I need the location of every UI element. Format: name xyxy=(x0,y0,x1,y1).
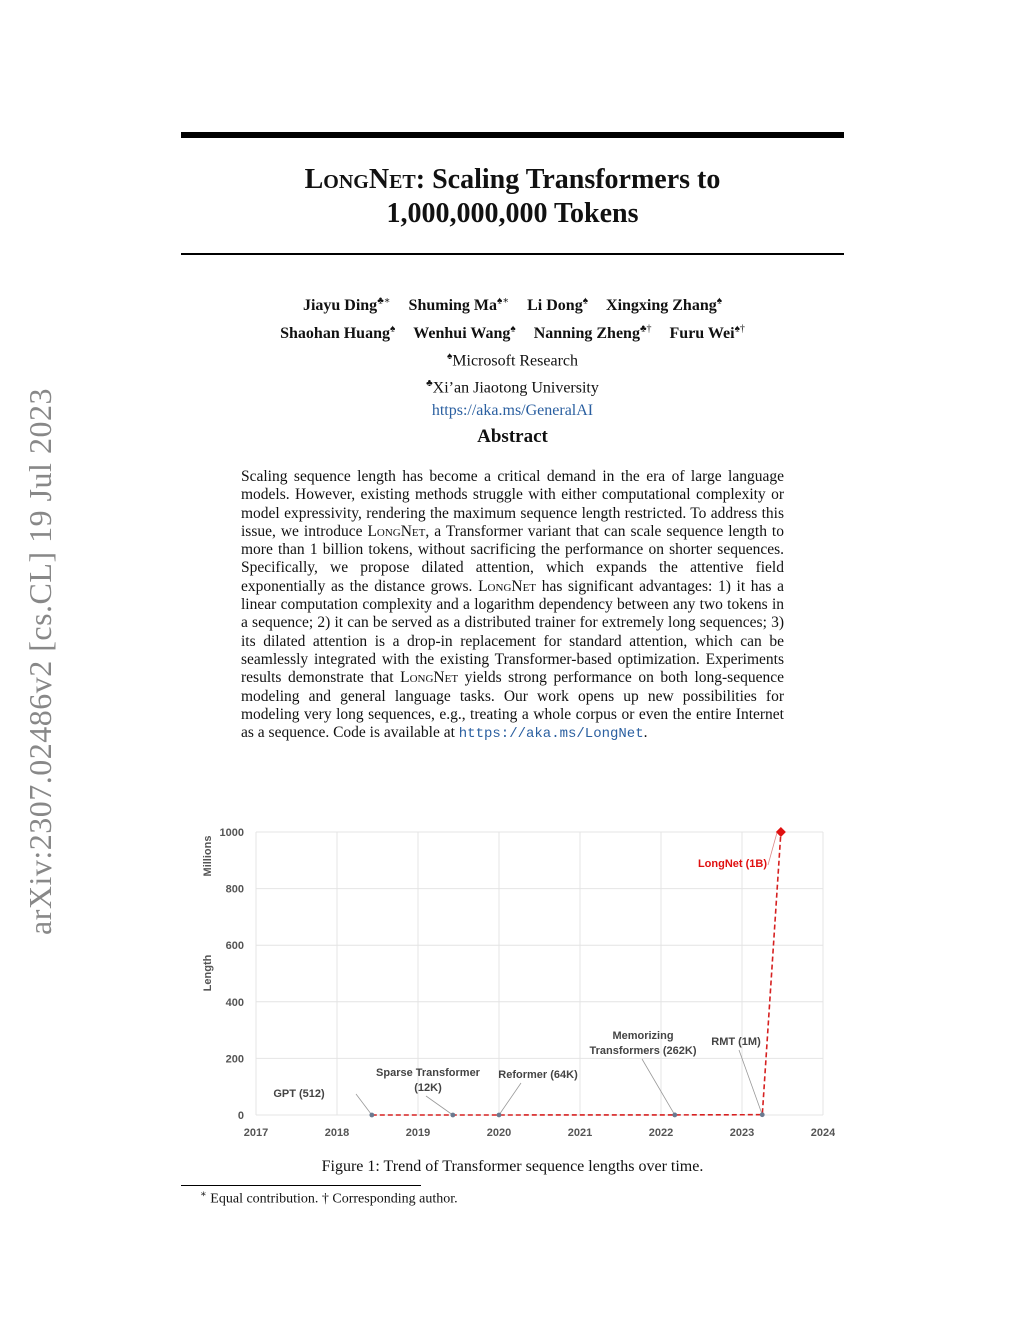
x-tick-label: 2023 xyxy=(729,1127,755,1139)
y-tick-label: 400 xyxy=(225,996,244,1009)
x-tick-label: 2017 xyxy=(243,1127,269,1139)
data-point xyxy=(776,827,786,837)
authors-row-2 xyxy=(181,317,844,344)
author: Wenhui Wang♠ xyxy=(413,323,516,342)
author-block xyxy=(181,290,844,422)
author: Shuming Ma♠∗ xyxy=(408,296,510,315)
point-label: LongNet (1B) xyxy=(697,858,767,870)
x-tick-label: 2021 xyxy=(567,1127,593,1139)
data-point xyxy=(672,1113,677,1118)
y-axis-unit-label: Millions xyxy=(202,835,214,877)
x-tick-label: 2019 xyxy=(405,1127,431,1139)
point-label: Sparse Transformer (12K) xyxy=(376,1067,480,1094)
annotation-leader xyxy=(426,1096,453,1115)
paper-title xyxy=(181,163,844,231)
code-link[interactable]: https://aka.ms/LongNet xyxy=(458,726,644,743)
point-label: Memorizing Transformers (262K) xyxy=(589,1030,697,1057)
abstract-heading: Abstract xyxy=(477,426,548,447)
annotation-leader xyxy=(642,1059,675,1115)
x-tick-label: 2018 xyxy=(324,1127,350,1139)
annotation-leader xyxy=(499,1083,521,1115)
annotation-leader xyxy=(356,1094,372,1115)
title-longnet: LongNet xyxy=(304,164,416,195)
author: Shaohan Huang♠ xyxy=(280,323,396,342)
abstract-body: Scaling sequence length has become a critical demand in the era of large language models. However, existing methods struggle with either computational complexity or model expressivity, rendering the maximum sequence length restricted. To address this issue, we introduce LongNet, a Transformer variant that can scale sequence length to more than 1 billion tokens, without sacrificing the performance on shorter sequences. Specifically, we propose dilated attention, which expands the attentive field exponentially as the distance grows. LongNet has significant advantages: 1) it has a linear computation complexity and a logarithm dependency between any two tokens in a sequence; 2) it can be served as a distributed trainer for extremely long sequences; 3) its dilated attention is a drop-in replacement for standard attention, which can be seamlessly integrated with the existing Transformer-based optimization. Experiments results demonstrate that LongNet yields strong performance on both long-sequence modeling and general language tasks. Our work opens up new possibilities for modeling very long sequences, e.g., treating a whole corpus or even the entire Internet as a sequence. Code is available at https://aka.ms/LongNet. xyxy=(241,468,784,743)
affiliation-microsoft: ♠Microsoft Research xyxy=(446,350,579,369)
data-point xyxy=(497,1113,502,1118)
title-rule-top xyxy=(181,132,844,138)
y-tick-label: 1000 xyxy=(219,827,244,839)
y-tick-label: 0 xyxy=(237,1110,244,1122)
title-rest: : Scaling Transformers to xyxy=(415,164,721,195)
homepage-link[interactable]: https://aka.ms/GeneralAI xyxy=(431,402,594,420)
point-label: GPT (512) xyxy=(273,1088,325,1100)
y-axis-title: Length xyxy=(202,954,214,992)
data-point xyxy=(369,1113,374,1118)
x-tick-label: 2024 xyxy=(810,1127,835,1139)
data-point xyxy=(760,1112,765,1117)
y-tick-label: 200 xyxy=(225,1053,244,1066)
author: Li Dong♠ xyxy=(527,296,589,315)
footnote: ∗ Equal contribution. † Corresponding author. xyxy=(200,1189,458,1207)
author: Nanning Zheng♣† xyxy=(533,323,652,342)
x-tick-label: 2020 xyxy=(486,1127,512,1139)
y-tick-label: 600 xyxy=(225,940,244,953)
y-tick-label: 800 xyxy=(225,883,244,896)
point-label: Reformer (64K) xyxy=(498,1069,578,1081)
title-line2: 1,000,000,000 Tokens xyxy=(386,198,639,229)
footnote-rule xyxy=(181,1185,421,1186)
author: Xingxing Zhang♠ xyxy=(606,296,723,315)
data-point xyxy=(450,1113,455,1118)
affiliation-xjtu: ♣Xi’an Jiaotong University xyxy=(426,377,599,397)
x-tick-label: 2022 xyxy=(648,1127,674,1139)
annotation-leader xyxy=(768,833,777,865)
authors-row-1 xyxy=(181,290,844,317)
author: Furu Wei♠† xyxy=(669,323,745,342)
point-label: RMT (1M) xyxy=(711,1036,761,1048)
arxiv-watermark: arXiv:2307.02486v2 [cs.CL] 19 Jul 2023 xyxy=(22,388,58,935)
figure-caption: Figure 1: Trend of Transformer sequence lengths over time. xyxy=(321,1158,704,1175)
author: Jiayu Ding♣∗ xyxy=(302,296,391,315)
title-rule-bottom xyxy=(181,253,844,255)
sequence-length-chart xyxy=(195,825,835,1147)
